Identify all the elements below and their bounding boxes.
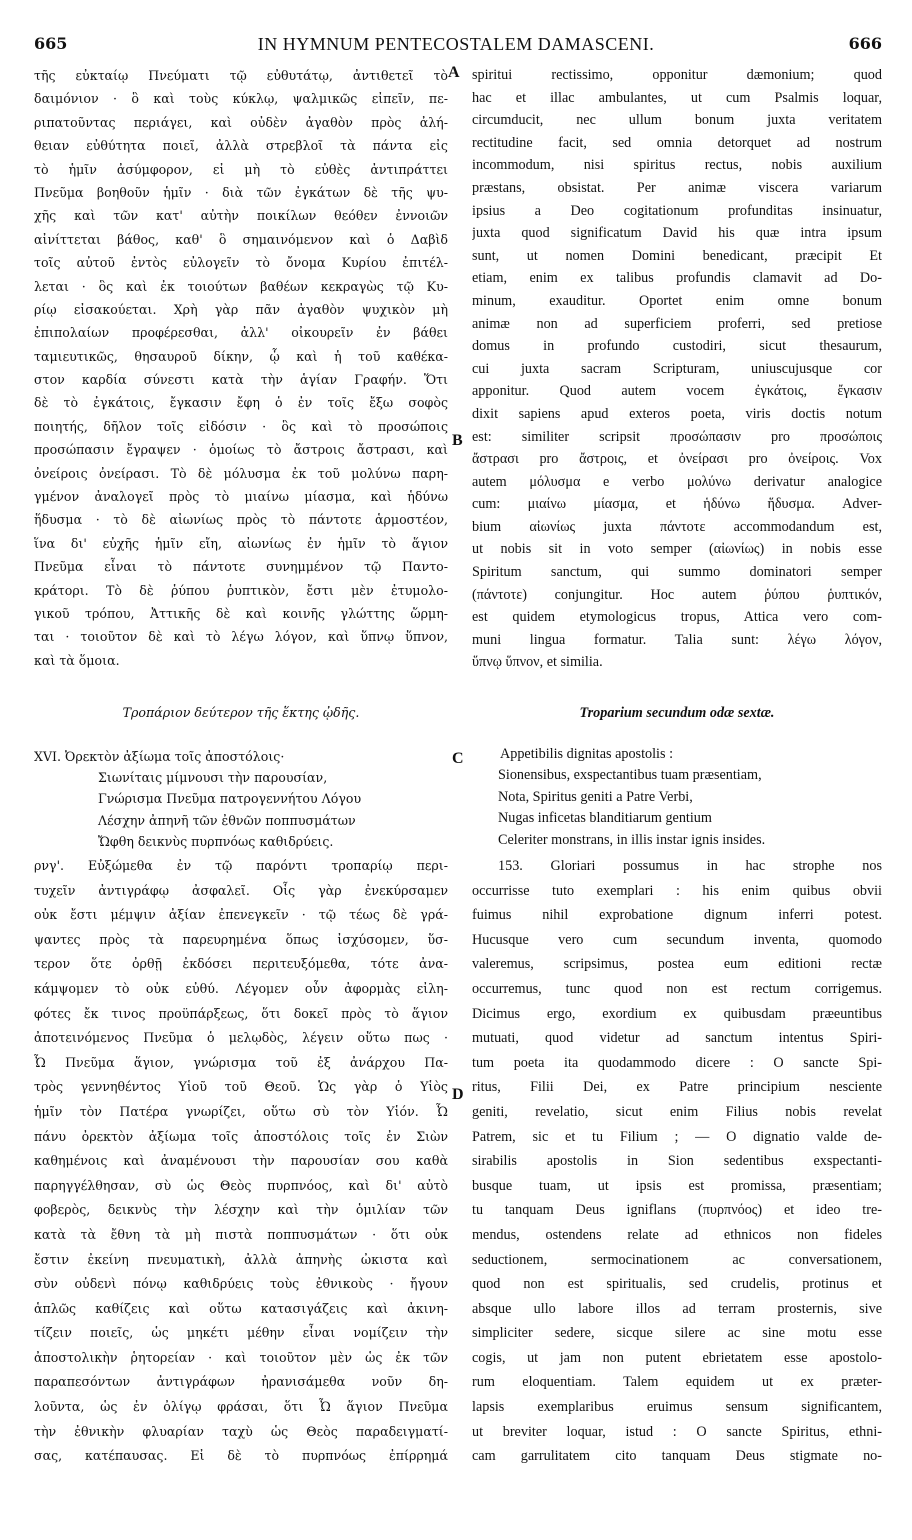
text-line: τερον ὅτε ὀρθῇ ἐκδόσει περιτευξόμεθα, τότε ἀνα- [34, 956, 448, 972]
text-line: seductionem, sermocinationem ac conversationem, [472, 1251, 882, 1268]
text-line: autem μόλυσμα e verbo μολύνω derivatur analogice [472, 473, 882, 490]
text-line: Πνεῦμα βοηθοῦν ἡμῖν · διὰ τῶν ἐγκάτων δὲ τῆς ψυ- [34, 184, 448, 200]
text-line: Ὦ Πνεῦμα ἅγιον, γνώρισμα τοῦ ἐξ ἀνάρχου Πα- [34, 1054, 448, 1070]
text-line: dixit sapiens apud exteros poeta, viris doctis notum [472, 405, 882, 422]
text-line: fuimus nihil exprobatione dignum inferri potest. [472, 907, 882, 924]
text-line: juxta quod significatum David his quæ intra ipsum [472, 225, 882, 242]
text-line: ἡμῖν τὸν Πατέρα γνωρίζει, οὕτω σὺ τὸν Υἱόν. Ὦ [34, 1103, 448, 1119]
text-line: Celeriter monstrans, in illis instar ignis insides. [498, 831, 766, 848]
text-line: ἁπλῶς καθίζεις καὶ οὕτω κατασιγάζεις καὶ ἀκινη- [34, 1300, 448, 1316]
text-line: circumducit, nec ullum bonum juxta veritatem [472, 112, 882, 129]
text-line: παραπεσόντων ἀντιγράφων ἠρανισάμεθα νοῦν δη- [34, 1374, 448, 1390]
greek-column-bottom [34, 854, 448, 1469]
text-line: Λέσχην ἀπηνῆ τῶν ἐθνῶν ποππυσμάτων [98, 812, 356, 828]
running-title: IN HYMNUM PENTECOSTALEM DAMASCENI. [257, 34, 655, 54]
text-line: θειαν εὐθύτητα ποιεῖ, ἀλλὰ στρεβλοῖ τὰ πάντα εἰς [34, 138, 448, 154]
text-line: tum poeta ita quodammodo dicere : O sancte Spi- [472, 1054, 882, 1071]
latin-section-title: Troparium secundum odæ sextæ. [579, 705, 775, 721]
text-line: γμένον ἀναλογεῖ πρὸς τὸ μιαίνω μίασμα, καὶ ἡδύνω [34, 489, 448, 505]
text-line: mendus, ostendens relate ad ethnicos non fideles [472, 1226, 882, 1243]
text-line: καθημένοις καὶ ἀναμένουσι τὴν παρουσίαν σου καθὰ [34, 1153, 448, 1169]
text-line: Πνεῦμα εἶναι τὸ πάντοτε συνημμένον τῷ Παντο- [34, 559, 448, 575]
text-line: Nota, Spiritus geniti a Patre Verbi, [498, 788, 693, 805]
text-line: ποιητής, δῆλον τοῖς εἰδόσιν · ὃς καὶ τὸ προσώποις [34, 418, 448, 434]
text-line: Patrem, sic et tu Filium ; — O dignatio valde de- [472, 1128, 882, 1145]
text-line: ἔστιν ἐκείνη πνευματικὴ, ἀλλὰ ἀπηνὴς ὠκιστα καὶ [34, 1251, 448, 1267]
text-line: etiam, enim ex talibus profundis clamavit ad Do- [472, 270, 882, 287]
text-line: ταμιευτικῶς, θησαυροῦ δίκην, ᾧ καὶ ἡ τοῦ καθέκα- [34, 348, 448, 364]
text-line: οὐκ ἔστι μέμψιν ἀξίαν ἐπενεγκεῖν · τῷ τέως δὲ γρά- [34, 907, 448, 923]
text-line: apponitur. Quod autem vocem ἐγκάτοις, ἔγκασιν [472, 383, 882, 400]
text-line: mutuati, quod videtur ad sanctum intentus Spiri- [472, 1030, 882, 1047]
text-line: ut nobis sit in voto semper (αἰωνίως) in nobis esse [472, 541, 882, 558]
text-line: Spiritum sanctum, qui summo dominatori semper [472, 564, 882, 581]
text-line: est: similiter scripsit προσώπασιν pro προσώποις [472, 428, 882, 445]
text-line: 153. Gloriari possumus in hac strophe nos [498, 858, 882, 874]
text-line: τὴν ἐθνικὴν φλυαρίαν ταχὺ ὡς Θεὸς παραδειγματί- [34, 1423, 448, 1439]
text-line: Γνώρισμα Πνεῦμα πατρογεννήτου Λόγου [98, 791, 362, 807]
text-line: τίζειν ποιεῖς, ὡς μηκέτι μέθην εἶναι νομίζειν τὴν [34, 1325, 448, 1341]
page-number-right: 666 [848, 34, 882, 53]
text-line: bium αἰωνίως juxta πάντοτε accommodandum est, [472, 518, 882, 535]
text-line: ἀποτεινόμενος Πνεῦμα ὁ μελῳδὸς, λέγειν οὕτω πως · [34, 1030, 448, 1046]
text-line: ὕπνῳ ὕπνον, et similia. [472, 654, 603, 671]
text-line: hac et illac ambulantes, ut cum Psalmis loquar, [472, 89, 882, 106]
text-line: sirabilis apostolis in Sion sedentibus exspectanti- [472, 1153, 882, 1170]
text-line: προσώπασιν ἔγραψεν · ὁμοίως τὸ ἄστροις ἄστρασι, καὶ [34, 442, 448, 458]
text-line: στον καρδία σύνεστι κατὰ τὴν ἁγίαν Γραφήν. Ὅτι [34, 372, 448, 388]
text-line: ipsius a Deo cogitationum profunditas insinuatur, [472, 202, 882, 219]
text-line: busque tuam, ut ipsis est promissa, præsentiam; [472, 1177, 882, 1194]
text-line: Hucusque vero cum secundum inventa, quomodo [472, 931, 882, 948]
text-line: ψαντες πρὸς τὰ παρευρημένα ὅπως ἰσχύσομεν, ὕσ- [34, 931, 448, 947]
text-line: κατὰ τὰ ἔθνη τὰ μὴ πιστὰ ποππυσμάτων · ὅτι οὐκ [34, 1226, 448, 1242]
latin-column-top [472, 64, 882, 674]
text-line: occurremus, tunc quod non est rectum corrigemus. [472, 980, 882, 997]
text-line: δαιμόνιον · ὃ καὶ τοὺς κύκλῳ, ψαλμικῶς εἰπεῖν, πε- [34, 91, 448, 107]
text-line: muni lingua formatur. Talia sunt: λέγω λόγον, [472, 631, 882, 648]
text-line: κράτορι. Τὸ δὲ ῥύπου ῥυπτικὸν, ἔστι μὲν ἐτυμολο- [34, 582, 448, 598]
text-line: occurrisse tuto exemplari : his enim quibus obvii [472, 882, 882, 899]
text-line: ριπατοῦντας περιάγει, καὶ οὐδὲν ἀγαθὸν πρὸς ἀλή- [34, 114, 448, 130]
text-line: ὀνείροις ὀνείρασι. Τὸ δὲ μόλυσμα ἐκ τοῦ μολύνω παρη- [34, 465, 448, 481]
text-line: σὺν οὐδενὶ πόνῳ καθιδρύεις τοὺς ἐθνικοὺς · ἤγουν [34, 1276, 448, 1292]
text-line: λεται · ὃς καὶ ἐκ τοιούτων βαθέων κεκραγὼς τῷ Κυ- [34, 278, 448, 294]
text-line: ἥδυσμα · τὸ δὲ αἰωνίως πρὸς τὸ πάντοτε ἁρμοστέον, [34, 512, 448, 528]
text-line: φοβερὸς, δεικνὺς τὴν λέσχην καὶ τὴν ὁμιλίαν τῶν [34, 1202, 448, 1218]
text-line: tu tanquam Deus igniflans (πυρπνόος) et ideo tre- [472, 1202, 882, 1219]
text-line: cum: μιαίνω μίασμα, et ἡδύνω ἥδυσμα. Adver- [472, 496, 882, 513]
text-line: τυχεῖν ἀντιγράφῳ ἀσφαλεῖ. Οἷς γὰρ ἐνεκύρσαμεν [34, 882, 448, 898]
text-line: Ὤφθη δεικνὺς πυρπνόως καθιδρύεις. [98, 833, 334, 849]
text-line: cam garrulitatem cito tanquam Deus stigmate no- [472, 1448, 882, 1465]
margin-marker-a: A [448, 64, 460, 81]
greek-column-top [34, 64, 448, 672]
text-line: φότες ἔκ τινος προϋπάρξεως, ὅτι δοκεῖ πρὸς τὸ ἅγιον [34, 1005, 448, 1021]
text-line: ἐπιπολαίων προφέρεσθαι, ἀλλ' οἰκουρεῖν ἐν βάθει [34, 325, 448, 341]
text-line: spiritui rectissimo, opponitur dæmonium; quod [472, 67, 882, 83]
text-line: rum eloquentiam. Talem equidem ut ex præter- [472, 1374, 882, 1391]
text-line: ρνγ'. Εὐξώμεθα ἐν τῷ παρόντι τροπαρίῳ περι- [34, 858, 448, 873]
text-line: παρηγγέλθησαν, σὺ ὡς Θεὸς πυρπνόος, καὶ δι' αὐτὸ [34, 1177, 448, 1193]
text-line: Dicimus ergo, exordium ex quibusdam præeuntibus [472, 1005, 882, 1022]
text-line: λοῦντα, ὡς ἐν ὀλίγῳ φράσαι, ὅτι Ὦ ἅγιον Πνεῦμα [34, 1399, 448, 1415]
text-line: rectitudine facit, sed omnia detorquet ad nostrum [472, 134, 882, 151]
text-line: Σιωνίταις μίμνουσι τὴν παρουσίαν, [98, 770, 328, 786]
text-line: quod non est spiritualis, sed crudelis, protinus et [472, 1276, 882, 1293]
text-line: ut breviter loquar, istud : O sancte Spiritus, ethni- [472, 1423, 882, 1440]
text-line: animæ non ad superficiem proferri, sed pretiose [472, 315, 882, 332]
text-line: αἰνίττεται βάθος, καθ' ὃ σημαινόμενον καὶ ὁ Δαβὶδ [34, 231, 448, 247]
text-line: minum, exauditur. Oportet enim omne bonum [472, 292, 882, 309]
text-line: τὸ ἡμῖν ἀσύμφορον, εἰ μὴ τὸ εὐθὲς ἀντιπράττει [34, 161, 448, 177]
page-number-left: 665 [34, 34, 68, 53]
text-line: γικοῦ τρόπου, Ἀττικῆς δὲ καὶ κοινῆς γλώττης ὥρμη- [34, 605, 448, 621]
text-line: ται · τοιοῦτον δὲ καὶ τὸ λέγω λόγον, καὶ ὕπνῳ ὕπνον, [34, 629, 448, 645]
text-line: domus in profundo custodiri, sicut thesaurum, [472, 338, 882, 355]
text-line: Appetibilis dignitas apostolis : [500, 746, 674, 762]
margin-marker-c: C [452, 750, 464, 767]
text-line: χῆς καὶ τῶν κατ' αὐτὴν ποικίλων θεόθεν ἐννοιῶν [34, 208, 448, 224]
text-line: πάνυ ὀρεκτὸν ἀξίωμα τοῖς ἀποστόλοις τοῖς ἐν Σιὼν [34, 1128, 448, 1144]
text-line: geniti, revelatio, sicut enim Filius nobis revelat [472, 1103, 882, 1120]
text-line: σας, κατέπαυσας. Εἰ δὲ τὸ πυρπνόως ἐπίρρημά [34, 1448, 448, 1464]
text-line: XVI. Ὀρεκτὸν ἀξίωμα τοῖς ἀποστόλοις· [34, 749, 285, 764]
latin-column-bottom [472, 854, 882, 1469]
text-line: præstans, obsistat. Per animæ viscera variarum [472, 179, 882, 196]
text-line: ἵνα δι' εὐχῆς ἡμῖν εἴη, αἰωνίως ἐν ἡμῖν τὸ ἅγιον [34, 535, 448, 551]
text-line: Sionensibus, exspectantibus tuam præsentiam, [498, 767, 762, 784]
text-line: lapsis exemplaribus eruimus sensum significantem, [472, 1399, 882, 1416]
text-line: absque ullo labore illos ad terram prosternis, sive [472, 1300, 882, 1317]
text-line: ρίῳ εἰσακούεται. Χρὴ γὰρ πᾶν ἀγαθὸν ψυχικὸν μὴ [34, 301, 448, 317]
text-line: cui juxta sacram Scripturam, uniuscujusque cor [472, 360, 882, 377]
text-line: καὶ τὰ ὅμοια. [34, 652, 120, 668]
text-line: valeremus, scripsimus, postea eum editioni rectæ [472, 956, 882, 973]
greek-section-title: Τροπάριον δεύτερον τῆς ἕκτης ᾠδῆς. [122, 705, 360, 720]
text-line: simpliciter sedere, sicque silere ac sine motu esse [472, 1325, 882, 1342]
page-header [0, 34, 912, 60]
text-line: τῆς εὐκταίῳ Πνεύματι τῷ εὐθυτάτῳ, ἀντιθετεῖ τὸ [34, 68, 448, 83]
latin-verse [472, 744, 882, 851]
text-line: ritus, Filii Dei, ex Patre principium nesciente [472, 1079, 882, 1096]
text-line: κάμψομεν τὸ οὐκ εὐθύ. Λέγομεν οὖν ἀφορμὰς εἰλη- [34, 980, 448, 996]
text-line: (πάντοτε) conjungitur. Hoc autem ῥύπου ῥυπτικόν, [472, 586, 882, 603]
text-line: δὲ τὸ ἐγκάτοις, ἔγκασιν ἔφη ὁ ἐν τοῖς ἔξω σοφὸς [34, 395, 448, 411]
margin-marker-d: D [452, 1086, 464, 1103]
text-line: ἄστρασι pro ἄστροις, et ὀνείρασι pro ὀνείροις. Vox [472, 451, 882, 468]
text-line: τοῖς αὐτοῦ ἐντὸς εὐλογεῖν τὸ ὄνομα Κυρίου ἐπιτέλ- [34, 255, 448, 271]
text-line: est quidem etymologicus tropus, Attica vero com- [472, 609, 882, 626]
text-line: incommodum, nisi spiritus rectus, nobis auxilium [472, 157, 882, 174]
text-line: τρὸς γεννηθέντος Υἱοῦ τοῦ Θεοῦ. Ὡς γὰρ ὁ Υἱὸς [34, 1079, 448, 1095]
margin-marker-b: B [452, 432, 463, 449]
text-line: sunt, ut nomen Domini benedicant, præcipit Et [472, 247, 882, 264]
text-line: Nugas inficetas blanditiarum gentium [498, 810, 712, 827]
text-line: cogis, ut jam non putent ebrietatem esse apostolo- [472, 1349, 882, 1366]
greek-verse [34, 746, 448, 852]
text-line: ἀποστολικὴν ῥητορείαν · καὶ τοιοῦτον μὲν ὡς ἐκ τῶν [34, 1349, 448, 1365]
